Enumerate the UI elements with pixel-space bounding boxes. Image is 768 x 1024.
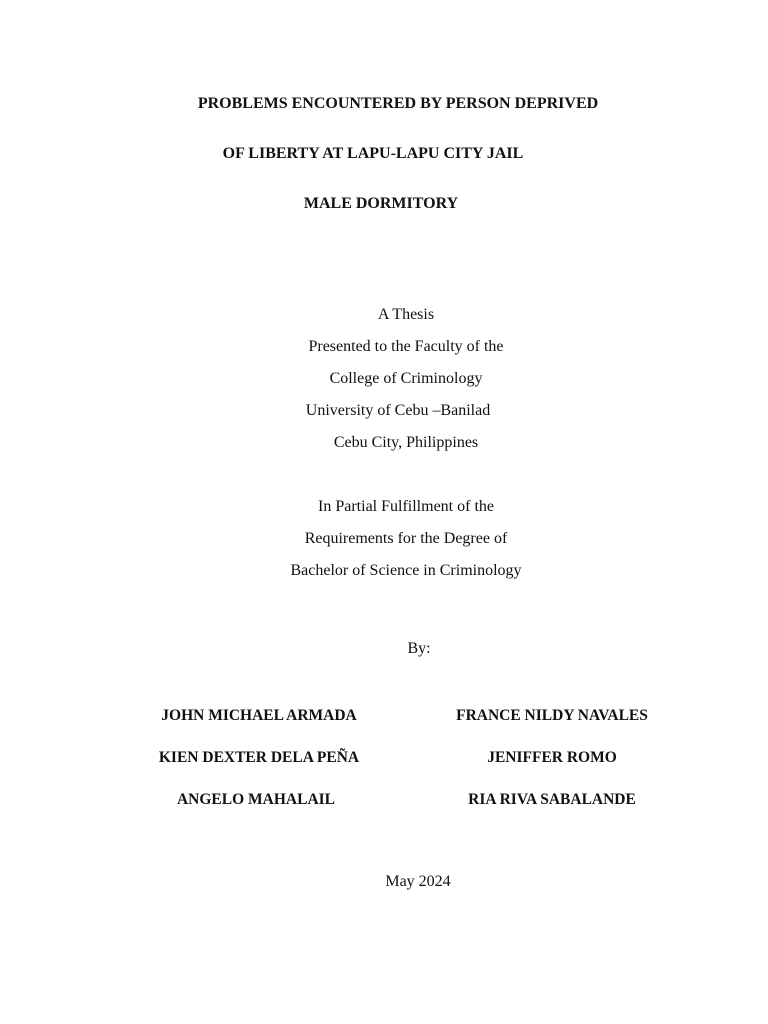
fulfillment-line-1: In Partial Fulfillment of the — [318, 498, 494, 515]
author-name: ANGELO MAHALAIL — [176, 791, 336, 808]
thesis-title-line-2: OF LIBERTY AT LAPU-LAPU CITY JAIL — [222, 145, 524, 162]
degree-name: Bachelor of Science in Criminology — [290, 562, 522, 579]
author-name: KIEN DEXTER DELA PEÑA — [158, 749, 360, 766]
thesis-type: A Thesis — [377, 306, 435, 323]
author-name: RIA RIVA SABALANDE — [468, 791, 636, 808]
fulfillment-line-2: Requirements for the Degree of — [304, 530, 508, 547]
university-name: University of Cebu –Banilad — [305, 402, 491, 419]
author-name: FRANCE NILDY NAVALES — [456, 707, 648, 724]
city-location: Cebu City, Philippines — [333, 434, 479, 451]
author-name: JENIFFER ROMO — [487, 749, 617, 766]
college-name: College of Criminology — [329, 370, 483, 387]
thesis-title-line-3: MALE DORMITORY — [303, 195, 459, 212]
thesis-title-line-1: PROBLEMS ENCOUNTERED BY PERSON DEPRIVED — [197, 95, 599, 112]
presented-to: Presented to the Faculty of the — [308, 338, 504, 355]
by-label: By: — [407, 640, 431, 657]
submission-date: May 2024 — [385, 873, 451, 890]
author-name: JOHN MICHAEL ARMADA — [161, 707, 357, 724]
